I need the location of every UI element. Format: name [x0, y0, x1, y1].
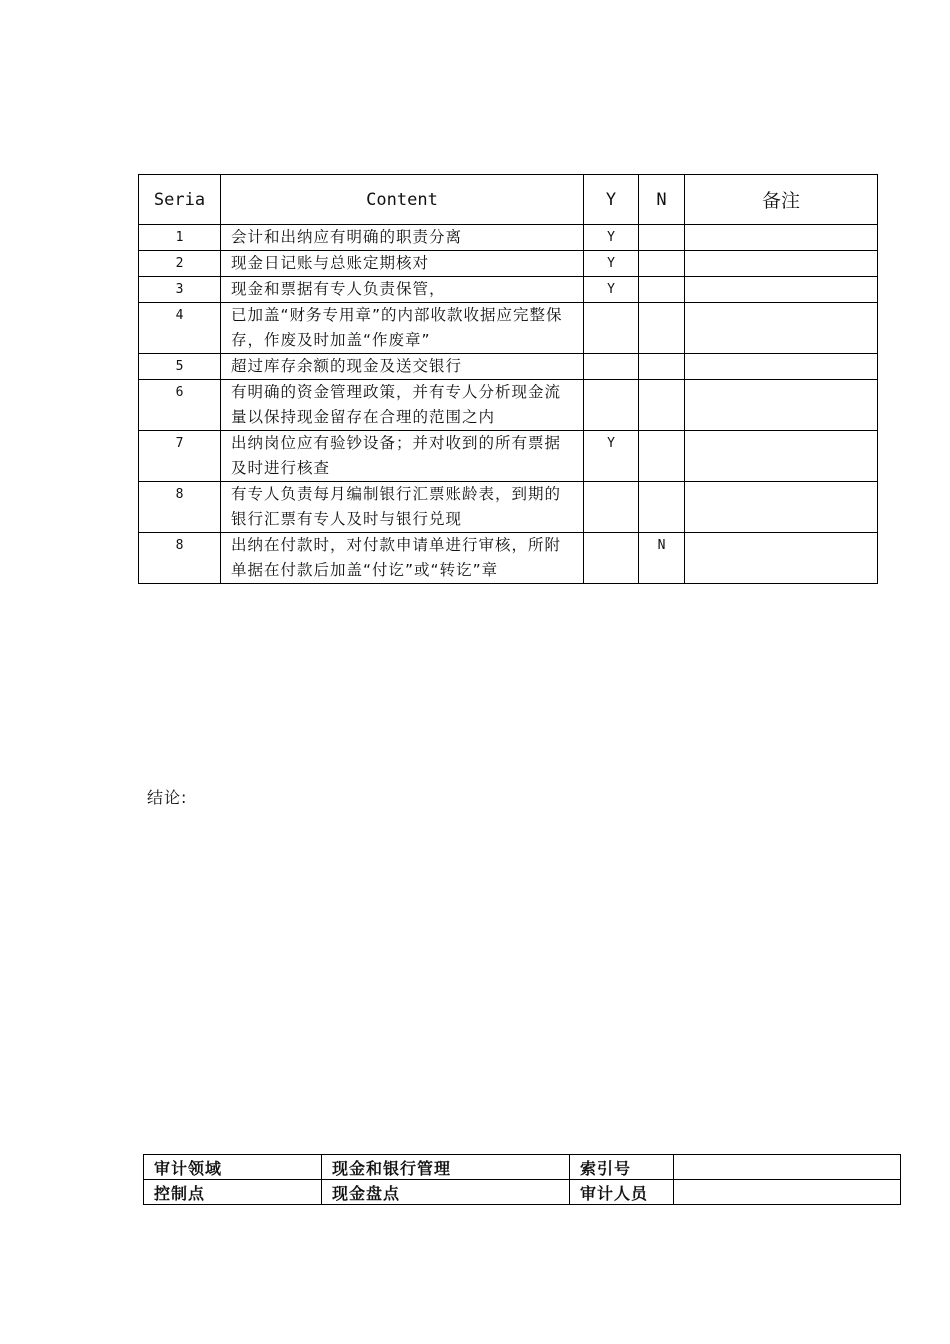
row-content: 现金和票据有专人负责保管，: [221, 277, 584, 303]
info-row: [144, 1155, 901, 1180]
row-remark: [685, 251, 878, 277]
audit-info-table: [143, 1154, 901, 1205]
control-point-value: 现金盘点: [322, 1180, 570, 1205]
row-yes: Y: [584, 431, 639, 482]
table-row: [139, 251, 878, 277]
row-no: [639, 354, 685, 380]
control-checklist-table: [138, 174, 878, 584]
row-no: [639, 482, 685, 533]
row-number: 5: [139, 354, 221, 380]
table-row: [139, 277, 878, 303]
row-content: 超过库存余额的现金及送交银行: [221, 354, 584, 380]
table-row: [139, 303, 878, 354]
conclusion-label: 结论:: [147, 788, 188, 807]
index-value: [674, 1155, 901, 1180]
index-label: 索引号: [570, 1155, 674, 1180]
row-yes: [584, 303, 639, 354]
row-remark: [685, 431, 878, 482]
content-header: Content: [221, 175, 584, 225]
auditor-value: [674, 1180, 901, 1205]
row-yes: Y: [584, 277, 639, 303]
row-remark: [685, 354, 878, 380]
row-remark: [685, 303, 878, 354]
remark-header: 备注: [685, 175, 878, 225]
yes-header: Y: [584, 175, 639, 225]
row-yes: [584, 533, 639, 584]
row-number: 1: [139, 225, 221, 251]
row-yes: [584, 482, 639, 533]
table-header-row: [139, 175, 878, 225]
table-row: [139, 533, 878, 584]
row-content: 会计和出纳应有明确的职责分离: [221, 225, 584, 251]
row-yes: Y: [584, 225, 639, 251]
row-content: 现金日记账与总账定期核对: [221, 251, 584, 277]
row-no: [639, 251, 685, 277]
row-no: [639, 303, 685, 354]
control-point-label: 控制点: [144, 1180, 322, 1205]
audit-area-label: 审计领域: [144, 1155, 322, 1180]
row-content: 出纳岗位应有验钞设备；并对收到的所有票据及时进行核查: [221, 431, 584, 482]
row-yes: Y: [584, 251, 639, 277]
row-yes: [584, 354, 639, 380]
row-remark: [685, 482, 878, 533]
serial-header: Seria: [139, 175, 221, 225]
row-number: 8: [139, 482, 221, 533]
table-row: [139, 482, 878, 533]
row-content: 已加盖“财务专用章”的内部收款收据应完整保存，作废及时加盖“作废章”: [221, 303, 584, 354]
row-number: 7: [139, 431, 221, 482]
table-row: [139, 380, 878, 431]
table-row: [139, 225, 878, 251]
info-row: [144, 1180, 901, 1205]
row-remark: [685, 225, 878, 251]
row-no: [639, 431, 685, 482]
row-no: [639, 380, 685, 431]
row-no: [639, 277, 685, 303]
table-row: [139, 354, 878, 380]
row-yes: [584, 380, 639, 431]
row-number: 3: [139, 277, 221, 303]
row-number: 2: [139, 251, 221, 277]
no-header: N: [639, 175, 685, 225]
row-number: 4: [139, 303, 221, 354]
row-number: 8: [139, 533, 221, 584]
row-remark: [685, 277, 878, 303]
row-no: N: [639, 533, 685, 584]
row-number: 6: [139, 380, 221, 431]
table-row: [139, 431, 878, 482]
row-remark: [685, 380, 878, 431]
row-remark: [685, 533, 878, 584]
row-content: 有明确的资金管理政策，并有专人分析现金流量以保持现金留存在合理的范围之内: [221, 380, 584, 431]
auditor-label: 审计人员: [570, 1180, 674, 1205]
row-content: 出纳在付款时，对付款申请单进行审核，所附单据在付款后加盖“付讫”或“转讫”章: [221, 533, 584, 584]
row-content: 有专人负责每月编制银行汇票账龄表，到期的银行汇票有专人及时与银行兑现: [221, 482, 584, 533]
audit-area-value: 现金和银行管理: [322, 1155, 570, 1180]
row-no: [639, 225, 685, 251]
